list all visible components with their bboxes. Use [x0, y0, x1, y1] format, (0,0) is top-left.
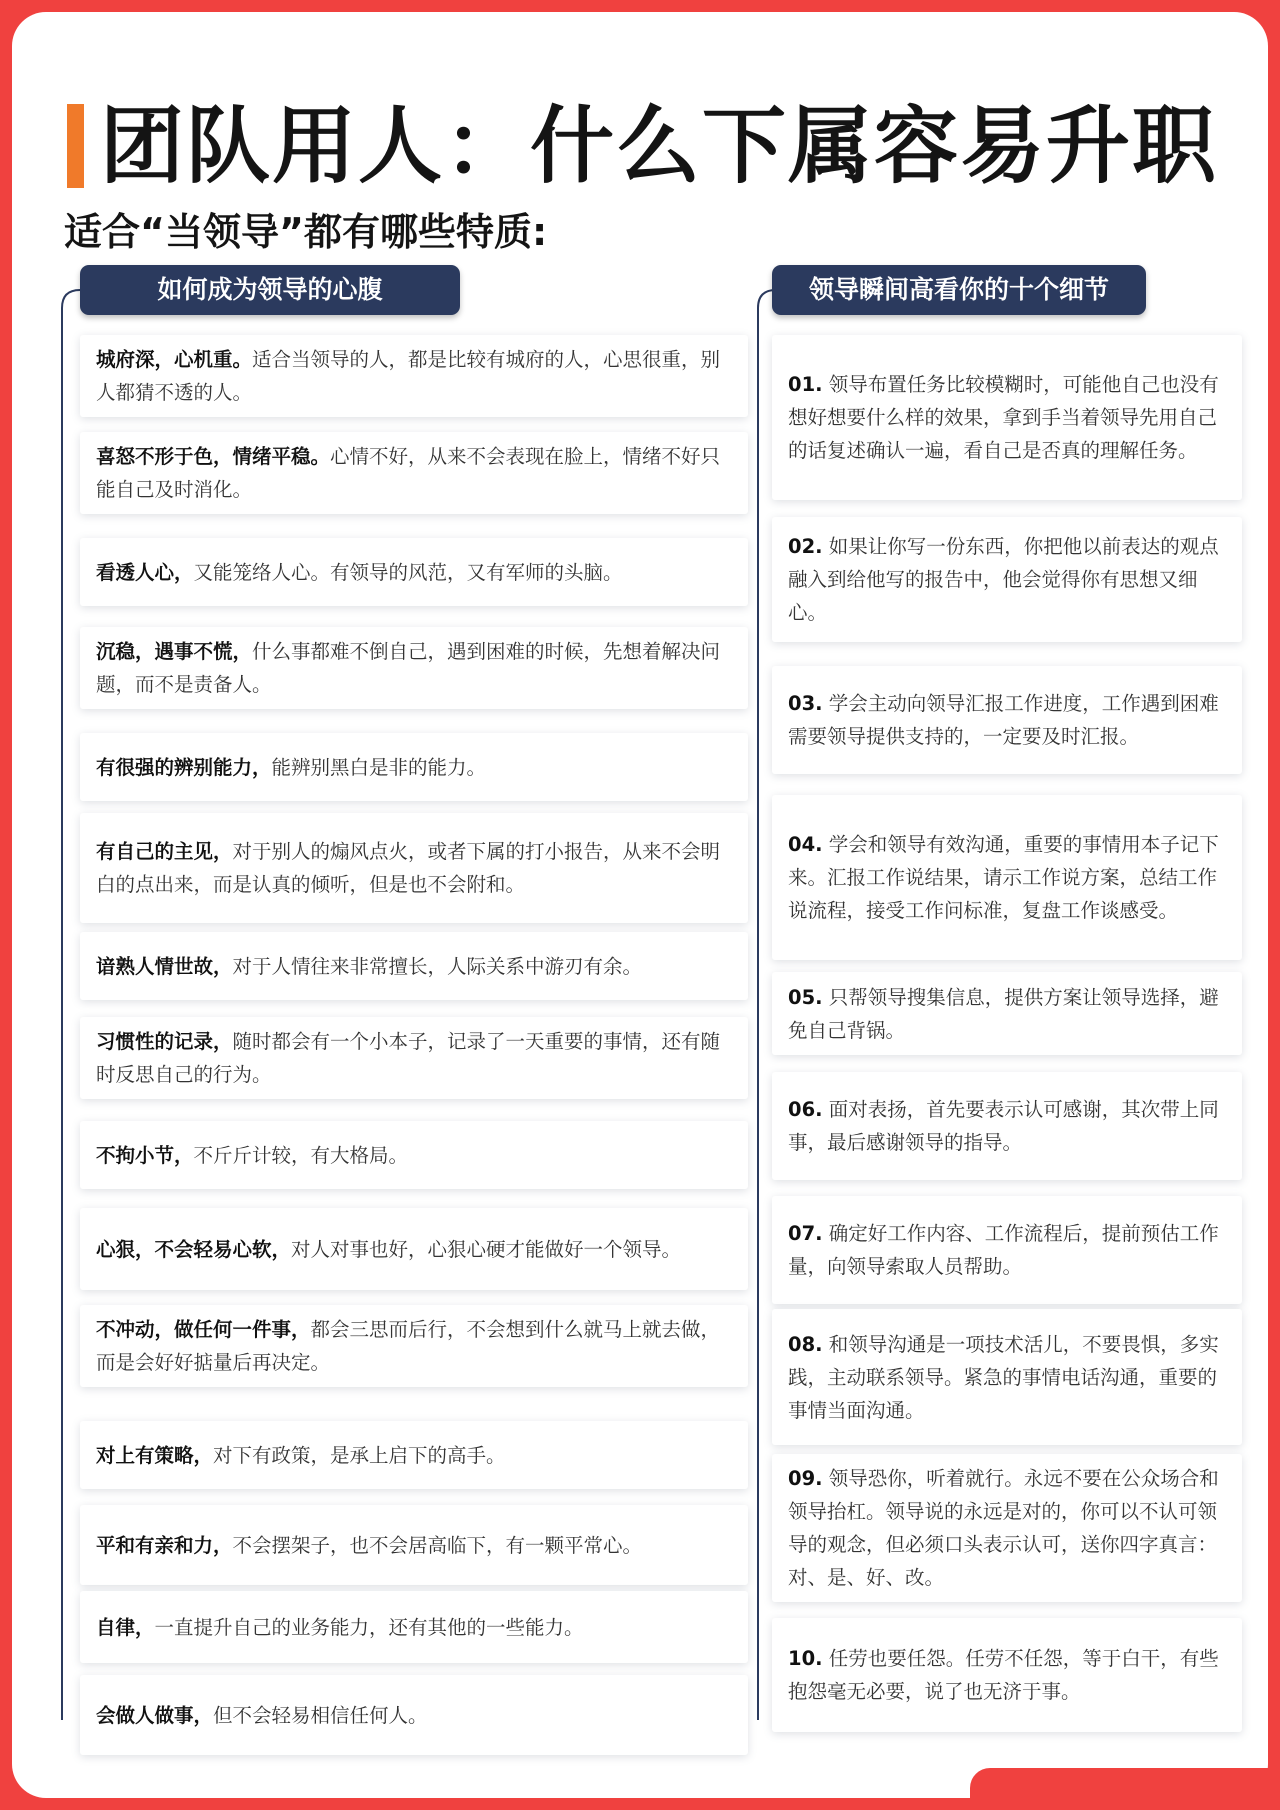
left-item-card — [80, 538, 748, 606]
item-body: 心情不好，从来不会表现在脸上，情绪不好只能自己及时消化。 — [96, 445, 721, 501]
item-body: 都会三思而后行，不会想到什么就马上就去做，而是会好好掂量后再决定。 — [96, 1318, 721, 1374]
left-item-card — [80, 1505, 748, 1585]
left-item-text — [96, 1439, 506, 1472]
bottom-corner-tab — [970, 1768, 1268, 1798]
item-keyword: 有自己的主见， — [96, 840, 233, 863]
item-body: 能辨别黑白是非的能力。 — [271, 755, 487, 779]
right-item-card — [772, 517, 1242, 642]
item-keyword: 平和有亲和力， — [96, 1533, 233, 1557]
item-number: 10. — [788, 1647, 823, 1670]
right-item-card — [772, 1309, 1242, 1445]
item-body: 对于别人的煽风点火，或者下属的打小报告，从来不会明白的点出来，而是认真的倾听，但是也不会附和。 — [96, 840, 721, 896]
item-keyword: 心狠，不会轻易心软， — [96, 1237, 292, 1261]
left-item-card — [80, 1421, 748, 1489]
right-item-card — [772, 666, 1242, 774]
left-item-card — [80, 432, 748, 514]
item-keyword: 自律， — [96, 1615, 155, 1639]
item-keyword: 有很强的辨别能力， — [96, 755, 272, 779]
right-column-header: 领导瞬间高看你的十个细节 — [772, 265, 1146, 315]
item-keyword: 谙熟人情世故， — [96, 954, 233, 978]
left-item-text — [96, 1611, 584, 1644]
item-keyword: 不拘小节， — [96, 1143, 194, 1167]
item-keyword: 看透人心， — [96, 560, 194, 584]
left-item-card — [80, 932, 748, 1000]
item-number: 04. — [788, 833, 823, 856]
left-item-card — [80, 733, 748, 801]
item-number: 02. — [788, 535, 823, 558]
right-item-text — [788, 1642, 1226, 1708]
right-item-text — [788, 687, 1226, 753]
left-item-card — [80, 1591, 748, 1663]
left-item-text — [96, 635, 734, 701]
item-body: 任劳也要任怨。任劳不任怨，等于白干，有些抱怨毫无必要，说了也无济于事。 — [788, 1647, 1219, 1703]
left-item-text — [96, 751, 486, 784]
right-item-card — [772, 335, 1242, 500]
left-item-text — [96, 1025, 734, 1091]
item-body: 对人对事也好，心狠心硬才能做好一个领导。 — [291, 1237, 682, 1261]
item-keyword: 沉稳，遇事不慌， — [96, 640, 253, 663]
left-item-card — [80, 1675, 748, 1755]
item-body: 适合当领导的人，都是比较有城府的人，心思很重，别人都猜不透的人。 — [96, 348, 721, 404]
right-item-text — [788, 1328, 1226, 1427]
page-title: 团队用人：什么下属容易升职 — [100, 97, 1219, 195]
item-body: 又能笼络人心。有领导的风范，又有军师的头脑。 — [193, 560, 623, 584]
item-body: 面对表扬，首先要表示认可感谢，其次带上同事，最后感谢领导的指导。 — [788, 1098, 1219, 1154]
item-body: 确定好工作内容、工作流程后，提前预估工作量，向领导索取人员帮助。 — [788, 1222, 1219, 1278]
title-accent-bar — [67, 104, 84, 188]
right-item-card — [772, 1454, 1242, 1602]
item-number: 06. — [788, 1098, 823, 1121]
left-item-text — [96, 950, 642, 983]
right-item-card — [772, 1072, 1242, 1180]
item-keyword: 不冲动，做任何一件事， — [96, 1318, 311, 1341]
item-body: 随时都会有一个小本子，记录了一天重要的事情，还有随时反思自己的行为。 — [96, 1030, 721, 1086]
left-column-header: 如何成为领导的心腹 — [80, 265, 460, 315]
item-number: 03. — [788, 692, 823, 715]
item-body: 如果让你写一份东西，你把他以前表达的观点融入到给他写的报告中，他会觉得你有思想又细心。 — [788, 535, 1219, 624]
item-keyword: 城府深，心机重。 — [96, 348, 253, 371]
item-body: 只帮领导搜集信息，提供方案让领导选择，避免自己背锅。 — [788, 985, 1219, 1042]
item-number: 07. — [788, 1222, 823, 1245]
right-item-card — [772, 972, 1242, 1055]
right-item-text — [788, 1462, 1226, 1594]
left-item-text — [96, 1139, 408, 1172]
item-number: 05. — [788, 985, 823, 1009]
item-body: 但不会轻易相信任何人。 — [213, 1703, 428, 1727]
item-body: 一直提升自己的业务能力，还有其他的一些能力。 — [154, 1615, 584, 1639]
right-item-text — [788, 1093, 1226, 1159]
item-body: 学会和领导有效沟通，重要的事情用本子记下来。汇报工作说结果，请示工作说方案，总结工作说流程，接受工作问标准，复盘工作谈感受。 — [788, 833, 1219, 922]
left-item-card — [80, 1121, 748, 1189]
right-item-text — [788, 828, 1226, 927]
item-body: 不斤斤计较，有大格局。 — [193, 1143, 409, 1167]
left-item-text — [96, 1233, 681, 1266]
left-item-text — [96, 1313, 734, 1379]
left-item-text — [96, 556, 623, 589]
right-item-text — [788, 981, 1226, 1047]
left-item-card — [80, 1208, 748, 1290]
left-item-card — [80, 1305, 748, 1387]
right-item-text — [788, 530, 1226, 629]
left-item-text — [96, 835, 734, 901]
right-item-card — [772, 1618, 1242, 1732]
left-item-text — [96, 343, 734, 409]
item-body: 不会摆架子，也不会居高临下，有一颗平常心。 — [232, 1533, 643, 1557]
item-keyword: 喜怒不形于色，情绪平稳。 — [96, 445, 331, 468]
item-body: 对下有政策，是承上启下的高手。 — [213, 1443, 506, 1467]
item-body: 学会主动向领导汇报工作进度，工作遇到困难需要领导提供支持的，一定要及时汇报。 — [788, 692, 1219, 748]
item-keyword: 对上有策略， — [96, 1443, 214, 1467]
right-item-card — [772, 1196, 1242, 1304]
item-keyword: 习惯性的记录， — [96, 1030, 233, 1053]
left-item-card — [80, 627, 748, 709]
item-body: 和领导沟通是一项技术活儿，不要畏惧，多实践，主动联系领导。紧急的事情电话沟通，重要的事情当面沟通。 — [788, 1332, 1219, 1422]
item-body: 什么事都难不倒自己，遇到困难的时候，先想着解决问题，而不是责备人。 — [96, 640, 721, 696]
item-body: 领导布置任务比较模糊时，可能他自己也没有想好想要什么样的效果，拿到手当着领导先用自己的话复述确认一遍，看自己是否真的理解任务。 — [788, 373, 1219, 462]
left-item-text — [96, 1699, 428, 1732]
page-subtitle: 适合“当领导”都有哪些特质: — [64, 210, 548, 254]
item-body: 对于人情往来非常擅长，人际关系中游刃有余。 — [232, 954, 643, 978]
left-item-card — [80, 1017, 748, 1099]
item-number: 01. — [788, 373, 823, 396]
right-item-text — [788, 368, 1226, 467]
right-item-text — [788, 1217, 1226, 1283]
item-keyword: 会做人做事， — [96, 1703, 214, 1727]
left-item-card — [80, 813, 748, 923]
left-item-card — [80, 335, 748, 417]
item-number: 09. — [788, 1467, 823, 1490]
item-body: 领导恐你，听着就行。永远不要在公众场合和领导抬杠。领导说的永远是对的，你可以不认可领导的观念，但必须口头表示认可，送你四字真言：对、是、好、改。 — [788, 1467, 1219, 1589]
left-item-text — [96, 440, 734, 506]
left-item-text — [96, 1529, 642, 1562]
item-number: 08. — [788, 1332, 823, 1356]
right-item-card — [772, 795, 1242, 960]
